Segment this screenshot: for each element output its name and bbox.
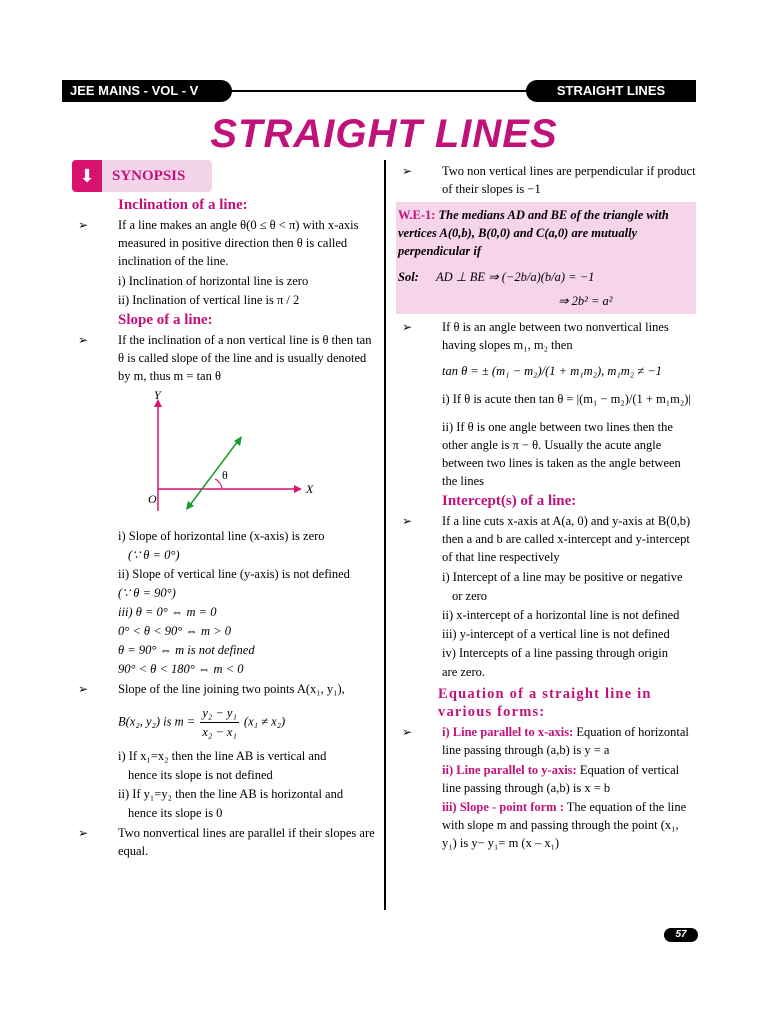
perpendicular-condition: ➢ Two non vertical lines are perpendicular if product of their slopes is −1 — [396, 162, 696, 198]
acute-angle: i) If θ is acute then tan θ = |(m₁ − m₂)/(1 + m₁m₂)| — [442, 392, 691, 406]
slope-vertical: ii) Slope of vertical line (y-axis) is not defined — [118, 567, 350, 581]
angle-arc — [215, 479, 222, 489]
intercept-heading: Intercept(s) of a line: — [442, 493, 577, 509]
page-number: 57 — [664, 928, 698, 942]
case-horizontal-b: hence its slope is 0 — [128, 806, 223, 820]
form-parallel-y — [396, 761, 696, 797]
slope-graph — [142, 391, 322, 521]
two-point-formula — [72, 704, 378, 741]
header-left: JEE MAINS - VOL - V — [62, 80, 232, 102]
intercept-sign-b: or zero — [452, 589, 488, 603]
x-axis-arrow-icon — [294, 485, 302, 493]
intercept-def: ➢ If a line cuts x-axis at A(a, 0) and y-axis at B(0,b) then a and b are called x-intercept and y-intercept of that line respectively — [396, 512, 696, 566]
right-column — [396, 160, 696, 853]
left-column — [72, 160, 378, 862]
graph-x-label: X — [306, 482, 314, 496]
tan-formula: tan θ = ± (m₁ − m₂)/(1 + m₁m₂), m₁m₂ ≠ −1 — [442, 364, 662, 378]
intercept-origin-b: are zero. — [442, 665, 486, 679]
form-parallel-x — [396, 723, 696, 759]
column-divider — [384, 160, 386, 910]
form-3-label: iii) Slope - point form : — [442, 800, 564, 814]
inclination-def: ➢ If a line makes an angle θ(0 ≤ θ < π) with x-axis measured in positive direction then θ is called inclination of the line. — [72, 216, 378, 270]
sol-equation: AD ⊥ BE ⇒ (−2b/a)(b/a) = −1 — [435, 270, 595, 284]
m-equals: m = — [174, 714, 196, 729]
sol-label: Sol: — [398, 270, 419, 284]
slope-fraction — [200, 704, 238, 741]
form-3-text: The equation of the line with slope m and passing through the point (x₁, y₁) is y− y₁= m (x – x₁) — [442, 800, 687, 850]
we-label: W.E-1: — [398, 208, 436, 222]
slope-horizontal: i) Slope of horizontal line (x-axis) is zero — [118, 529, 325, 543]
two-point-slope: ➢ Slope of the line joining two points A(x₁, y₁), — [72, 680, 378, 698]
header-rule — [224, 90, 526, 92]
worked-example — [396, 202, 696, 314]
form-1-label: i) Line parallel to x-axis: — [442, 725, 574, 739]
case-vertical-b: hence its slope is not defined — [128, 768, 273, 782]
intercept-sign: i) Intercept of a line may be positive or negative — [442, 570, 683, 584]
fraction-numerator: y₂ − y₁ — [200, 704, 238, 723]
form-1-text: Equation of horizontal line passing through (a,b) is y = a — [442, 725, 689, 757]
page-title: STRAIGHT LINES — [210, 112, 558, 156]
slope-case-1: iii) θ = 0° ⇔ m = 0 — [118, 605, 217, 619]
synopsis-badge — [72, 160, 212, 192]
header-right: STRAIGHT LINES — [526, 80, 696, 102]
graph-theta-label: θ — [222, 468, 228, 482]
form-slope-point — [396, 798, 696, 852]
point-b: B(x₂, y₂) is — [118, 714, 172, 729]
parallel-condition: ➢ Two nonvertical lines are parallel if their slopes are equal. — [72, 824, 378, 860]
synopsis-label: SYNOPSIS — [112, 168, 186, 184]
intercept-vertical: iii) y-intercept of a vertical line is not defined — [442, 627, 670, 641]
other-angle: ii) If θ is one angle between two lines then the other angle is π − θ. Usually the acute angle between two lines is taken as the angle between the lines — [442, 420, 681, 488]
slope-case-4: 90° < θ < 180° ⇔ m < 0 — [118, 662, 244, 676]
fraction-denominator: x₂ − x₁ — [202, 725, 237, 739]
form-2-label: ii) Line parallel to y-axis: — [442, 763, 577, 777]
slope-horizontal-reason: (∵ θ = 0°) — [128, 548, 180, 562]
we-question: The medians AD and BE of the triangle with vertices A(0,b), B(0,0) and C(a,0) are mutually perpendicular if — [398, 208, 669, 258]
inclination-vertical: ii) Inclination of vertical line is π / 2 — [118, 293, 300, 307]
intercept-origin: iv) Intercepts of a line passing through origin — [442, 646, 668, 660]
slope-vertical-reason: (∵ θ = 90°) — [118, 586, 176, 600]
graph-y-label: Y — [154, 391, 161, 402]
case-horizontal: ii) If y₁=y₂ then the line AB is horizontal and — [118, 787, 344, 801]
case-vertical: i) If x₁=x₂ then the line AB is vertical and — [118, 749, 327, 763]
slope-heading: Slope of a line: — [118, 312, 213, 328]
sol-result: ⇒ 2b² = a² — [558, 294, 613, 308]
form-2-text: Equation of vertical line passing through (a,b) is x = b — [442, 763, 680, 795]
equation-heading: Equation of a straight line in various forms: — [438, 686, 652, 720]
slope-def: ➢ If the inclination of a non vertical line is θ then tan θ is called slope of the line and is usually denoted by m, thus m = tan θ — [72, 331, 378, 385]
down-arrow-icon: ⬇ — [72, 160, 102, 192]
sloped-line — [190, 441, 238, 505]
angle-between-lines: ➢ If θ is an angle between two nonvertical lines having slopes m₁, m₂ then — [396, 318, 696, 354]
condition: (x₁ ≠ x₂) — [243, 714, 286, 729]
slope-case-2: 0° < θ < 90° ⇔ m > 0 — [118, 624, 231, 638]
inclination-heading: Inclination of a line: — [118, 197, 248, 213]
slope-case-3: θ = 90° ⇔ m is not defined — [118, 643, 255, 657]
graph-origin-label: O — [148, 492, 157, 506]
inclination-horizontal: i) Inclination of horizontal line is zero — [118, 274, 309, 288]
intercept-horizontal: ii) x-intercept of a horizontal line is not defined — [442, 608, 680, 622]
